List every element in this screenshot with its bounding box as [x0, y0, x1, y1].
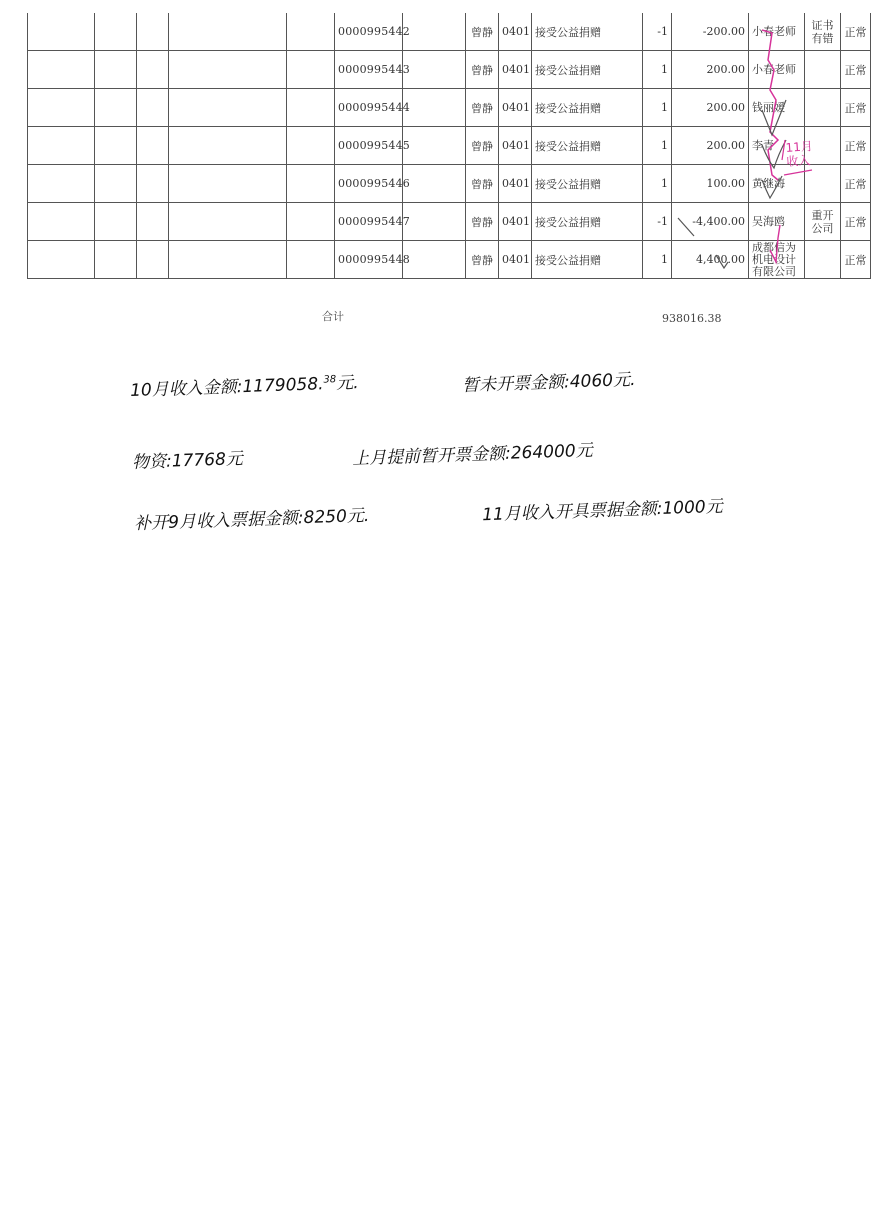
- blank-cell: [95, 89, 137, 127]
- table-row: [28, 203, 871, 241]
- blank-cell: [403, 165, 466, 203]
- blank-cell: [28, 51, 95, 89]
- blank-cell: [137, 165, 169, 203]
- note-cell: [805, 165, 841, 203]
- handwritten-prev-month-advance: 上月提前暂开票金额:264000元: [351, 440, 593, 470]
- blank-cell: [287, 51, 335, 89]
- blank-cell: [28, 89, 95, 127]
- blank-cell: [403, 89, 466, 127]
- status-cell: 正常: [841, 51, 871, 89]
- item-name-cell: 接受公益捐赠: [532, 241, 643, 279]
- table-row: [28, 165, 871, 203]
- handler-cell: 曾静: [466, 51, 499, 89]
- donor-cell: 吴海鸥: [749, 203, 805, 241]
- status-cell: 正常: [841, 89, 871, 127]
- status-cell: 正常: [841, 165, 871, 203]
- invoice-number-cell: 0000995445: [335, 127, 403, 165]
- handler-cell: 曾静: [466, 241, 499, 279]
- blank-cell: [28, 13, 95, 51]
- table-row: [28, 127, 871, 165]
- margin-note-nov-income: 11月 收入: [785, 139, 814, 169]
- blank-cell: [28, 203, 95, 241]
- amount-cell: 4,400.00: [672, 241, 749, 279]
- amount-cell: 100.00: [672, 165, 749, 203]
- item-code-cell: 0401: [499, 127, 532, 165]
- quantity-cell: 1: [643, 165, 672, 203]
- invoice-number-cell: 0000995442: [335, 13, 403, 51]
- blank-cell: [95, 127, 137, 165]
- invoice-number-cell: 0000995444: [335, 89, 403, 127]
- blank-cell: [403, 13, 466, 51]
- item-code-cell: 0401: [499, 241, 532, 279]
- amount-cell: -200.00: [672, 13, 749, 51]
- invoice-number-cell: 0000995443: [335, 51, 403, 89]
- item-code-cell: 0401: [499, 89, 532, 127]
- amount-cell: 200.00: [672, 51, 749, 89]
- status-cell: 正常: [841, 13, 871, 51]
- status-cell: 正常: [841, 203, 871, 241]
- blank-cell: [287, 165, 335, 203]
- table-row: [28, 51, 871, 89]
- handwritten-sep-supplement: 补开9月收入票据金额:8250元.: [133, 505, 370, 535]
- blank-cell: [287, 241, 335, 279]
- item-code-cell: 0401: [499, 51, 532, 89]
- blank-cell: [137, 89, 169, 127]
- blank-cell: [137, 13, 169, 51]
- blank-cell: [169, 241, 287, 279]
- amount-cell: 200.00: [672, 127, 749, 165]
- item-name-cell: 接受公益捐赠: [532, 13, 643, 51]
- blank-cell: [287, 13, 335, 51]
- blank-cell: [95, 165, 137, 203]
- blank-cell: [169, 127, 287, 165]
- amount-cell: -4,400.00: [672, 203, 749, 241]
- item-name-cell: 接受公益捐赠: [532, 165, 643, 203]
- blank-cell: [403, 203, 466, 241]
- blank-cell: [137, 51, 169, 89]
- status-cell: 正常: [841, 127, 871, 165]
- handwritten-oct-income: 10月收入金额:1179058.38元.: [129, 373, 359, 401]
- blank-cell: [95, 241, 137, 279]
- handler-cell: 曾静: [466, 165, 499, 203]
- blank-cell: [403, 241, 466, 279]
- handler-cell: 曾静: [466, 127, 499, 165]
- donor-cell: 小春老师: [749, 51, 805, 89]
- handwritten-nov-income-invoice: 11月收入开具票据金额:1000元: [481, 496, 723, 526]
- note-cell: [805, 51, 841, 89]
- quantity-cell: -1: [643, 13, 672, 51]
- quantity-cell: 1: [643, 127, 672, 165]
- blank-cell: [169, 89, 287, 127]
- quantity-cell: 1: [643, 241, 672, 279]
- donor-cell: 黄继海: [749, 165, 805, 203]
- blank-cell: [95, 13, 137, 51]
- blank-cell: [28, 127, 95, 165]
- donor-cell: 成都信为 机电设计 有限公司: [749, 241, 805, 279]
- handler-cell: 曾静: [466, 203, 499, 241]
- note-cell: 重开 公司: [805, 203, 841, 241]
- item-name-cell: 接受公益捐赠: [532, 51, 643, 89]
- blank-cell: [137, 127, 169, 165]
- item-name-cell: 接受公益捐赠: [532, 203, 643, 241]
- amount-cell: 200.00: [672, 89, 749, 127]
- table-row: [28, 13, 871, 51]
- status-cell: 正常: [841, 241, 871, 279]
- blank-cell: [28, 241, 95, 279]
- blank-cell: [137, 203, 169, 241]
- item-code-cell: 0401: [499, 165, 532, 203]
- table-row: [28, 89, 871, 127]
- donor-cell: 李青: [749, 127, 805, 165]
- blank-cell: [287, 89, 335, 127]
- total-label: 合计: [322, 310, 344, 323]
- blank-cell: [403, 127, 466, 165]
- blank-cell: [169, 203, 287, 241]
- handwritten-pending-invoice: 暂未开票金额:4060元.: [461, 369, 636, 397]
- note-cell: 证书 有错: [805, 13, 841, 51]
- donor-cell: 钱丽媛: [749, 89, 805, 127]
- quantity-cell: 1: [643, 89, 672, 127]
- blank-cell: [28, 165, 95, 203]
- quantity-cell: 1: [643, 51, 672, 89]
- item-name-cell: 接受公益捐赠: [532, 127, 643, 165]
- table-row: [28, 241, 871, 279]
- quantity-cell: -1: [643, 203, 672, 241]
- handwritten-goods: 物资:17768元: [131, 449, 244, 473]
- blank-cell: [403, 51, 466, 89]
- item-code-cell: 0401: [499, 203, 532, 241]
- invoice-number-cell: 0000995448: [335, 241, 403, 279]
- blank-cell: [95, 51, 137, 89]
- invoice-number-cell: 0000995446: [335, 165, 403, 203]
- blank-cell: [287, 127, 335, 165]
- item-name-cell: 接受公益捐赠: [532, 89, 643, 127]
- handler-cell: 曾静: [466, 13, 499, 51]
- note-cell: [805, 89, 841, 127]
- blank-cell: [169, 165, 287, 203]
- donation-ledger-table: [27, 13, 871, 279]
- item-code-cell: 0401: [499, 13, 532, 51]
- blank-cell: [169, 51, 287, 89]
- note-cell: [805, 241, 841, 279]
- blank-cell: [287, 203, 335, 241]
- blank-cell: [137, 241, 169, 279]
- blank-cell: [95, 203, 137, 241]
- invoice-number-cell: 0000995447: [335, 203, 403, 241]
- handler-cell: 曾静: [466, 89, 499, 127]
- blank-cell: [169, 13, 287, 51]
- donor-cell: 小春老师: [749, 13, 805, 51]
- total-value: 938016.38: [662, 312, 722, 325]
